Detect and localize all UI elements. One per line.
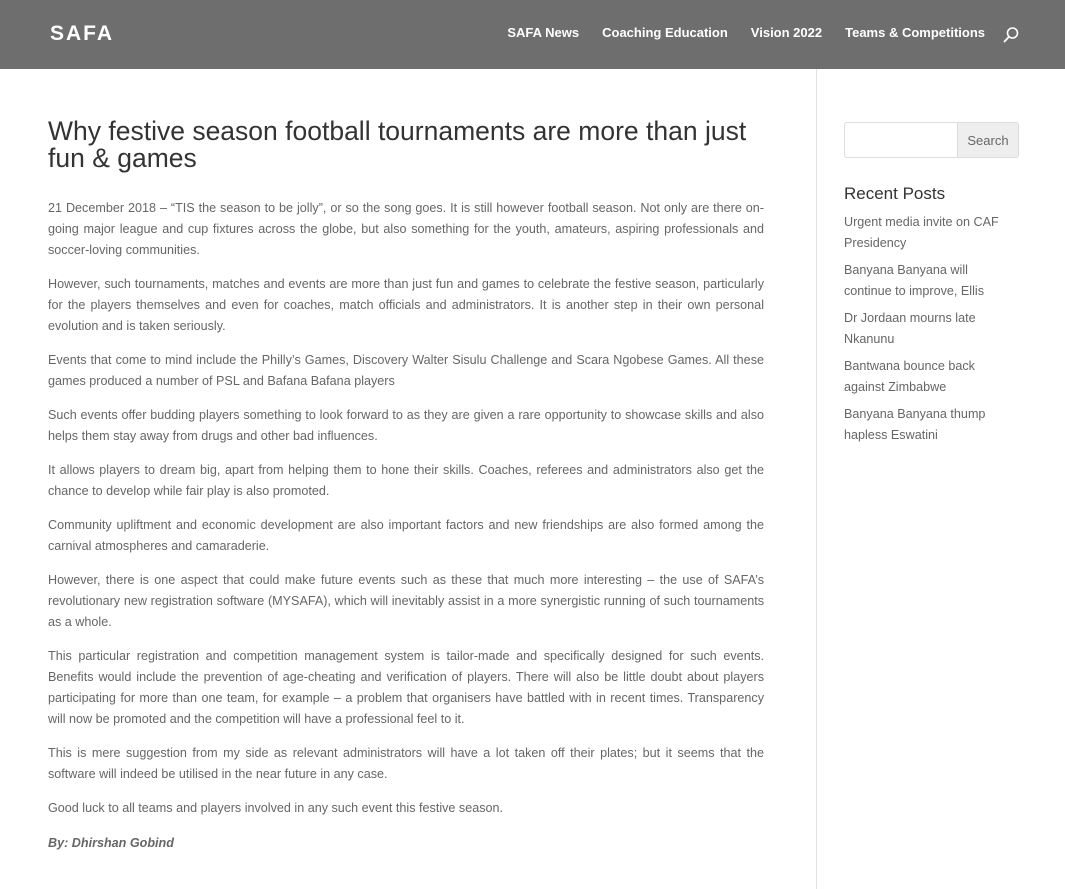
recent-posts-heading: Recent Posts — [844, 184, 946, 203]
article-paragraph: It allows players to dream big, apart from helping them to hone their skills. Coaches, referees and administrators also get the chance to develop while fair play is also promoted. — [48, 463, 764, 498]
main-nav — [507, 24, 985, 42]
recent-post-link[interactable]: Bantwana bounce back against Zimbabwe — [844, 359, 975, 394]
article-paragraph: However, there is one aspect that could make future events such as these that much more interesting – the use of SAFA’s revolutionary new registration software (MYSAFA), which will inevitably assist in a more synergistic running of such tournaments as a whole. — [48, 573, 764, 629]
article-paragraph: This particular registration and competition management system is tailor-made and specifically designed for such events. Benefits would include the prevention of age-cheating and verification of players. There will also be little doubt about players participating for more than one team, for example – a problem that organisers have battled with in recent times. Transparency will now be promoted and the competition will have a professional feel to it. — [48, 649, 764, 726]
nav-item-vision-2022[interactable]: Vision 2022 — [750, 25, 823, 40]
article — [48, 118, 764, 867]
recent-posts-list — [844, 212, 1019, 446]
article-body — [48, 198, 764, 854]
recent-post-link[interactable]: Banyana Banyana thump hapless Eswatini — [844, 407, 986, 442]
recent-post-link[interactable]: Banyana Banyana will continue to improve, Ellis — [844, 263, 984, 298]
article-title: Why festive season football tournaments are more than just fun & games — [48, 116, 747, 173]
sidebar-divider — [816, 69, 817, 889]
article-paragraph: However, such tournaments, matches and events are more than just fun and games to celebrate the festive season, particularly for the players themselves and even for coaches, match officials and administrators. It is another step in their own personal evolution and is taken seriously. — [48, 277, 764, 333]
article-paragraph: 21 December 2018 – “TIS the season to be jolly”, or so the song goes. It is still however football season. Not only are there on-going major league and cup fixtures across the globe, but also something for the youth, amateurs, aspiring professionals and soccer-loving communities. — [48, 201, 764, 257]
article-byline: By: Dhirshan Gobind — [48, 836, 174, 850]
search-icon[interactable] — [1002, 26, 1020, 44]
nav-item-safa-news[interactable]: SAFA News — [507, 25, 580, 40]
article-paragraph: Community upliftment and economic development are also important factors and new friendships are also formed among the carnival atmospheres and camaraderie. — [48, 518, 764, 553]
article-paragraph: Good luck to all teams and players involved in any such event this festive season. — [48, 801, 504, 815]
article-paragraph: Events that come to mind include the Philly’s Games, Discovery Walter Sisulu Challenge and Scara Ngobese Games. All these games produced a number of PSL and Bafana Bafana players — [48, 353, 764, 388]
article-paragraph: This is mere suggestion from my side as relevant administrators will have a lot taken off their plates; but it seems that the software will indeed be utilised in the near future in any case. — [48, 746, 764, 781]
site-logo[interactable]: SAFA — [50, 22, 115, 45]
recent-post-link[interactable]: Dr Jordaan mourns late Nkanunu — [844, 311, 976, 346]
recent-post-link[interactable]: Urgent media invite on CAF Presidency — [844, 215, 999, 250]
nav-item-coaching-education[interactable]: Coaching Education — [602, 25, 728, 40]
article-paragraph: Such events offer budding players something to look forward to as they are given a rare opportunity to showcase skills and also helps them stay away from drugs and other bad influences. — [48, 408, 764, 443]
site-header — [0, 0, 1065, 69]
nav-item-teams-competitions[interactable]: Teams & Competitions — [845, 25, 985, 40]
sidebar — [844, 122, 1019, 452]
sidebar-search — [844, 122, 1019, 158]
sidebar-search-button[interactable]: Search — [957, 122, 1019, 158]
sidebar-search-input[interactable] — [844, 122, 957, 158]
